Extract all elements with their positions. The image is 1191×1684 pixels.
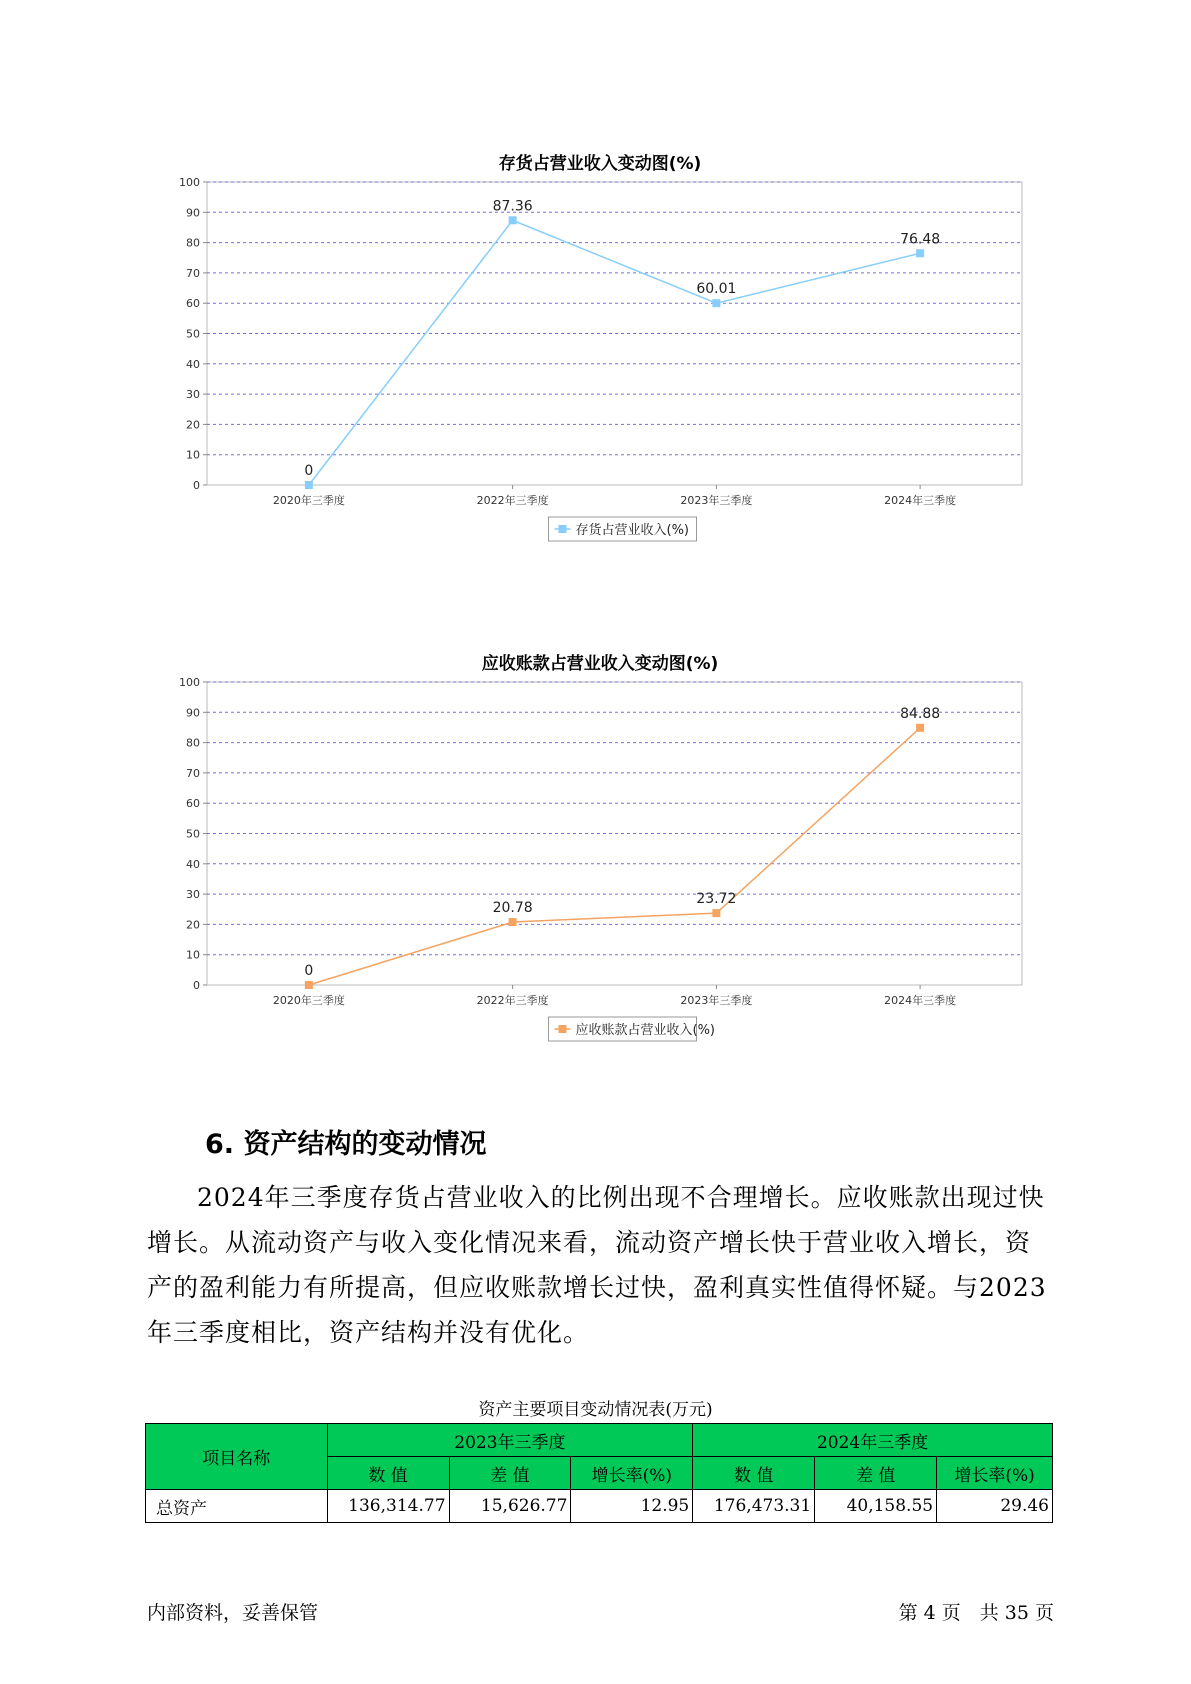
- x-tick-label: 2022年三季度: [476, 994, 549, 1007]
- table-cell: 29.46: [937, 1490, 1053, 1523]
- data-label: 0: [304, 463, 314, 479]
- y-tick-label: 80: [186, 736, 200, 750]
- section-paragraph: 2024年三季度存货占营业收入的比例出现不合理增长。应收账款出现过快增长。从流动资产与收入变化情况来看，流动资产增长快于营业收入增长，资产的盈利能力有所提高，但应收账款增长过快，盈利真实性值得怀疑。与2023年三季度相比，资产结构并没有优化。: [147, 1183, 1047, 1347]
- chart-title: 应收账款占营业收入变动图(%): [481, 654, 719, 674]
- y-tick-label: 60: [186, 797, 200, 811]
- data-label: 20.78: [492, 900, 533, 917]
- legend-marker: [559, 1025, 567, 1033]
- y-tick-label: 30: [186, 888, 200, 902]
- y-tick-label: 70: [186, 266, 200, 280]
- data-point: [509, 216, 517, 224]
- data-label: 0: [304, 963, 314, 979]
- y-tick-label: 90: [186, 206, 200, 220]
- data-point: [712, 909, 720, 917]
- table-header-row: [146, 1424, 1053, 1457]
- table-cell: 15,626.77: [449, 1490, 571, 1523]
- subheader-cell: 差 值: [815, 1457, 937, 1490]
- table-cell: 176,473.31: [693, 1490, 815, 1523]
- table-cell: 40,158.55: [815, 1490, 937, 1523]
- y-tick-label: 0: [193, 479, 200, 492]
- footer-confidential: 内部资料，妥善保管: [147, 1602, 319, 1624]
- x-tick-label: 2020年三季度: [272, 494, 345, 507]
- table-row: [146, 1490, 1053, 1523]
- y-tick-label: 50: [186, 327, 200, 341]
- data-label: 87.36: [492, 198, 533, 215]
- legend-label: 应收账款占营业收入(%): [575, 1023, 715, 1038]
- data-label: 84.88: [900, 705, 941, 722]
- y-tick-label: 60: [186, 297, 200, 311]
- inventory-line-chart: [170, 145, 1030, 595]
- header-item-name: 项目名称: [146, 1424, 328, 1490]
- x-tick-label: 2024年三季度: [884, 494, 957, 507]
- footer-page-number: 第 4 页 共 35 页: [898, 1602, 1054, 1624]
- subheader-cell: 差 值: [449, 1457, 571, 1490]
- subheader-cell: 增长率(%): [571, 1457, 693, 1490]
- y-tick-label: 100: [179, 176, 200, 189]
- data-point: [509, 918, 517, 926]
- x-tick-label: 2022年三季度: [476, 494, 549, 507]
- header-period: 2023年三季度: [327, 1424, 693, 1457]
- data-point: [712, 299, 720, 307]
- x-tick-label: 2023年三季度: [680, 494, 753, 507]
- data-point: [305, 981, 313, 989]
- x-tick-label: 2020年三季度: [272, 994, 345, 1007]
- data-label: 76.48: [900, 231, 941, 248]
- receivables-line-chart: [170, 645, 1030, 1095]
- data-label: 60.01: [696, 281, 737, 298]
- legend-marker: [559, 525, 567, 533]
- section-heading: 6. 资产结构的变动情况: [205, 1129, 487, 1160]
- x-tick-label: 2024年三季度: [884, 994, 957, 1007]
- data-point: [916, 249, 924, 257]
- subheader-cell: 数 值: [693, 1457, 815, 1490]
- y-tick-label: 90: [186, 706, 200, 720]
- y-tick-label: 0: [193, 979, 200, 992]
- subheader-cell: 数 值: [327, 1457, 449, 1490]
- x-tick-label: 2023年三季度: [680, 994, 753, 1007]
- header-period: 2024年三季度: [693, 1424, 1053, 1457]
- data-point: [916, 724, 924, 732]
- table-caption: 资产主要项目变动情况表(万元): [478, 1400, 713, 1420]
- data-label: 23.72: [696, 891, 737, 908]
- chart-title: 存货占营业收入变动图(%): [498, 154, 702, 174]
- y-tick-label: 50: [186, 827, 200, 841]
- y-tick-label: 10: [186, 948, 200, 962]
- data-point: [305, 481, 313, 489]
- y-tick-label: 30: [186, 388, 200, 402]
- y-tick-label: 20: [186, 918, 200, 932]
- table-cell: 136,314.77: [327, 1490, 449, 1523]
- subheader-cell: 增长率(%): [937, 1457, 1053, 1490]
- y-tick-label: 10: [186, 448, 200, 462]
- asset-change-table: [145, 1423, 1053, 1523]
- legend-label: 存货占营业收入(%): [575, 523, 689, 538]
- row-name: 总资产: [146, 1490, 328, 1523]
- y-tick-label: 20: [186, 418, 200, 432]
- table-cell: 12.95: [571, 1490, 693, 1523]
- y-tick-label: 80: [186, 236, 200, 250]
- y-tick-label: 40: [186, 357, 200, 371]
- y-tick-label: 100: [179, 676, 200, 689]
- y-tick-label: 40: [186, 857, 200, 871]
- y-tick-label: 70: [186, 766, 200, 780]
